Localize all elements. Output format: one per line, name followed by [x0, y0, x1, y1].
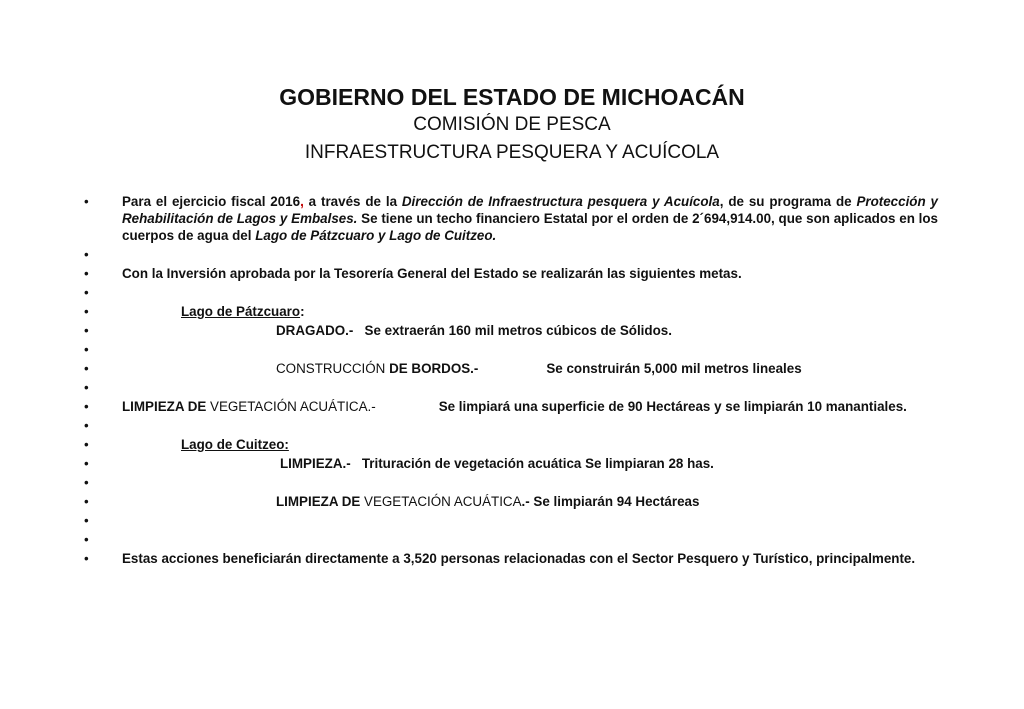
bullet-icon: •: [84, 494, 89, 509]
document-subtitle-infrastructure: INFRAESTRUCTURA PESQUERA Y ACUÍCOLA: [304, 142, 720, 163]
list-item: • LIMPIEZA DE VEGETACIÓN ACUÁTICA.- Se limpiarán 94 Hectáreas: [84, 494, 700, 509]
list-item: [84, 474, 938, 491]
document-subtitle-commission: COMISIÓN DE PESCA: [413, 114, 611, 135]
bullet-icon: •: [84, 304, 89, 319]
bullet-icon: •: [84, 551, 89, 566]
list-item: • DRAGADO.- Se extraerán 160 mil metros cúbicos de Sólidos.: [84, 323, 672, 338]
bullet-icon: •: [84, 323, 89, 338]
list-item: • LIMPIEZA.- Trituración de vegetación acuática Se limpiaran 28 has.: [84, 456, 714, 471]
list-item: • Para el ejercicio fiscal 2016, a través de la Dirección de Infraestructura pesquera y Acuícola, de su programa de Protección y Rehabilitación de Lagos y Embalses. Se tiene un techo financiero Estatal por el orden de 2´694,914.00, que son aplicados en los cuerpos de agua del Lago de Pátzcuaro y Lago de Cuitzeo.: [84, 194, 938, 243]
bullet-icon: •: [84, 342, 89, 357]
list-item: • Lago de Pátzcuaro:: [84, 304, 305, 319]
list-item: • LIMPIEZA DE VEGETACIÓN ACUÁTICA.- Se limpiará una superficie de 90 Hectáreas y se limpiarán 10 manantiales.: [84, 399, 907, 414]
lake-heading-cuitzeo: Lago de Cuitzeo:: [181, 437, 289, 452]
list-item: [84, 417, 938, 434]
lake-heading-patzcuaro: Lago de Pátzcuaro: [181, 304, 301, 319]
bullet-icon: •: [84, 437, 89, 452]
list-item: [84, 379, 938, 396]
bullet-icon: •: [84, 194, 89, 209]
bullet-icon: •: [84, 266, 89, 281]
list-item: • Estas acciones beneficiarán directamente a 3,520 personas relacionadas con el Sector Pesquero y Turístico, principalmente.: [84, 551, 916, 566]
bullet-list: [84, 193, 938, 569]
list-item: [84, 531, 938, 548]
list-item: • CONSTRUCCIÓN DE BORDOS.- Se construirán 5,000 mil metros lineales: [84, 361, 802, 376]
bullet-icon: •: [84, 361, 89, 376]
document-title: GOBIERNO DEL ESTADO DE MICHOACÁN: [279, 84, 745, 110]
bullet-icon: •: [84, 532, 89, 547]
list-item: [84, 436, 938, 453]
bullet-icon: •: [84, 247, 89, 262]
list-item: [84, 341, 938, 358]
list-item: • Con la Inversión aprobada por la Tesorería General del Estado se realizarán las siguientes metas.: [84, 266, 742, 281]
bullet-icon: •: [84, 380, 89, 395]
bullet-icon: •: [84, 285, 89, 300]
list-item: [84, 246, 938, 263]
bullet-icon: •: [84, 475, 89, 490]
bullet-icon: •: [84, 456, 89, 471]
bullet-icon: •: [84, 418, 89, 433]
bullet-icon: •: [84, 513, 89, 528]
list-item: [84, 512, 938, 529]
bullet-icon: •: [84, 399, 89, 414]
list-item: [84, 284, 938, 301]
